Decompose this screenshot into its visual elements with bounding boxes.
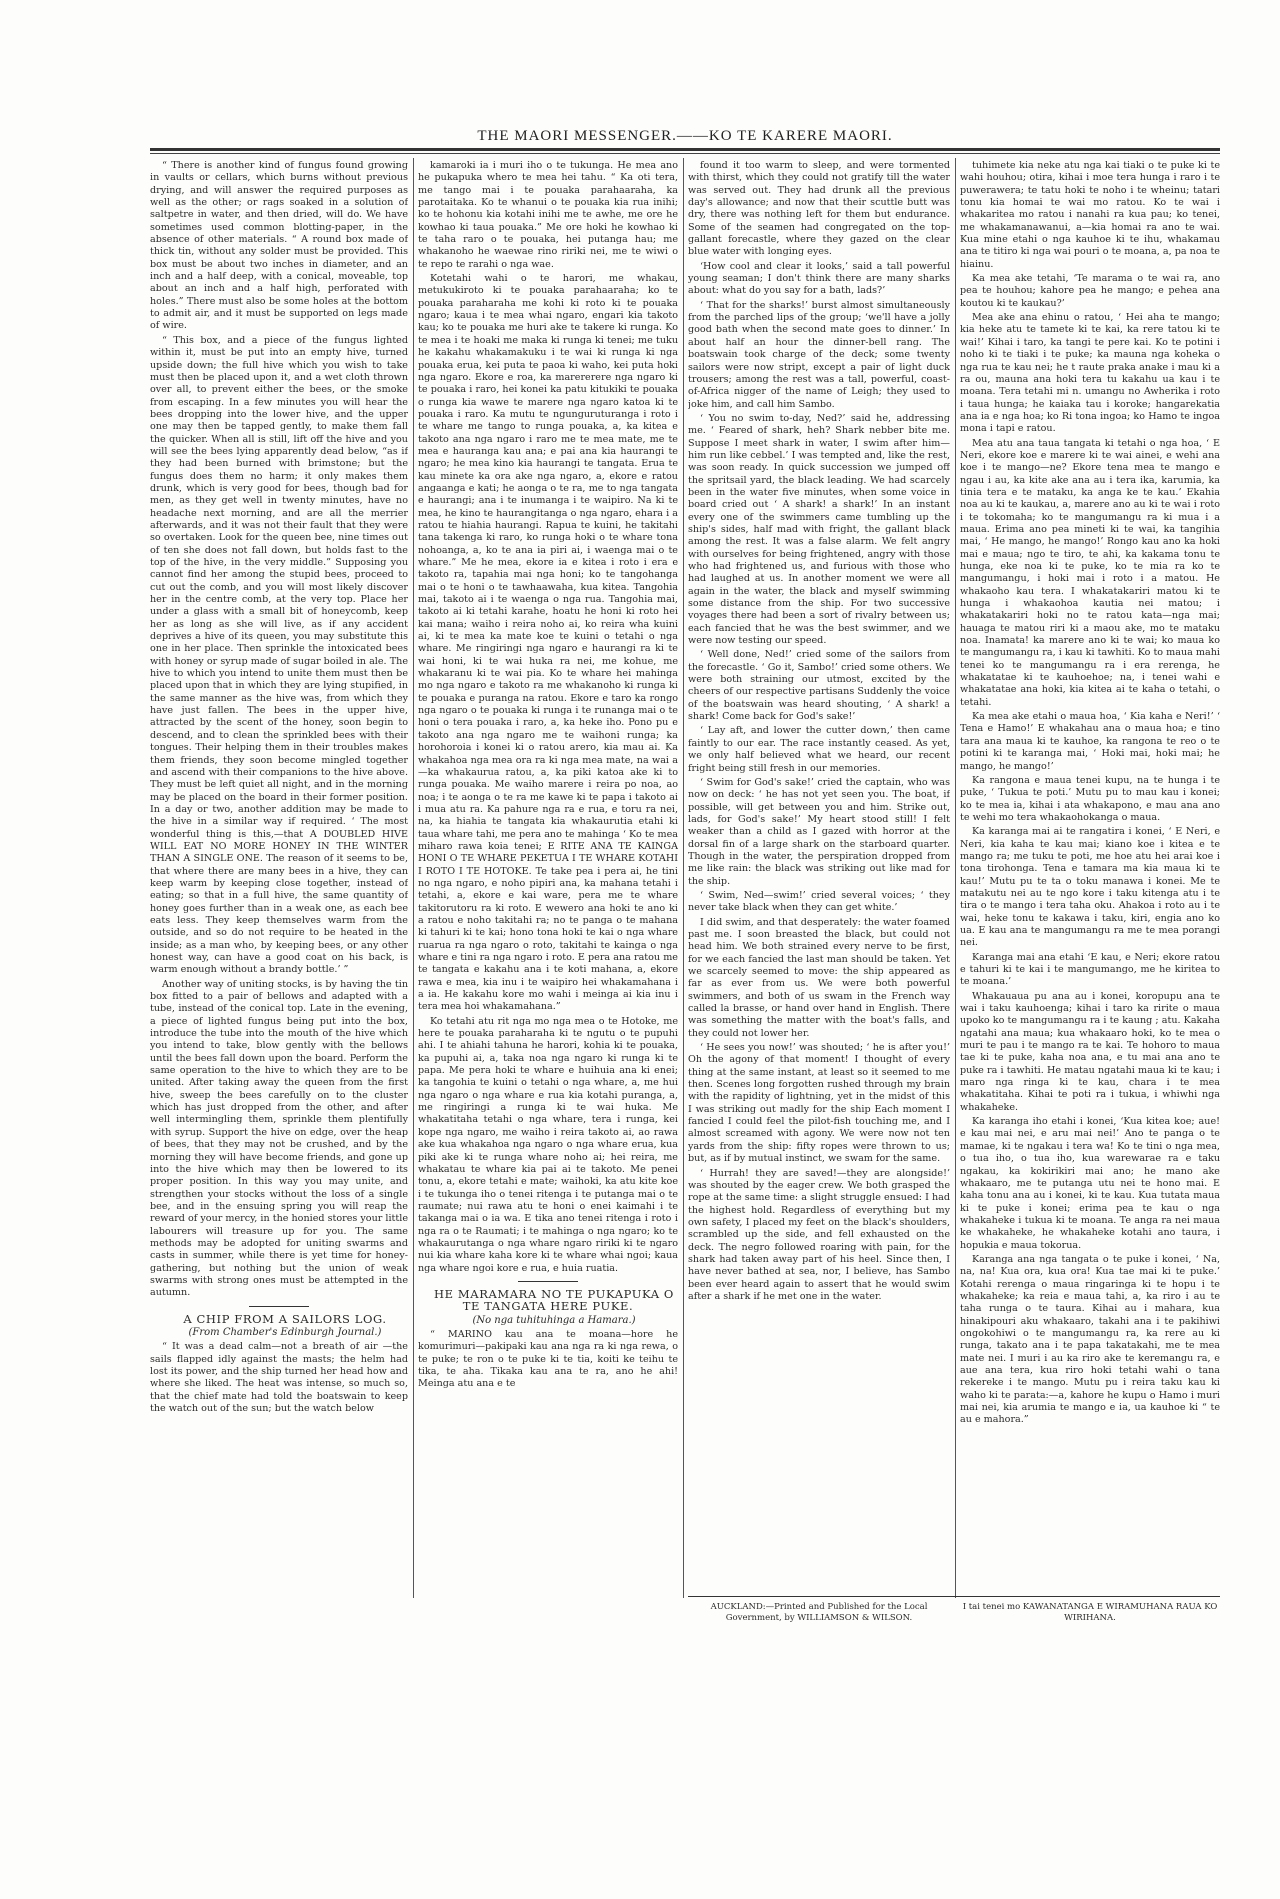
article-paragraph: ‘ Lay aft, and lower the cutter down,’ then came faintly to our ear. The race instantly ceased. As yet, we only half believed what we heard, our recent fright being still fresh in our memories. [688, 725, 950, 774]
article-paragraph: Ka karanga mai ai te rangatira i konei, ‘ E Neri, e Neri, kia kaha te kau mai; kiano koe i kitea e te mango ra; me tuku te poti, me hoe atu hei arai koe i tona tirohonga. Tena e tamara ma kia maua ki te kau!’ Mutu pu te ta o toku manawa i konei. Me te matakutu nei au te ngo kore i taku kitenga atu i te tira o te mango i tera taha oku. Ahakoa i roto au i te wai, heke tonu te kakawa i taku, kiri, engia ano ko ua. E kau ana te mangumangu ra me te mea porangi nei. [960, 826, 1220, 949]
article-paragraph: Another way of uniting stocks, is by having the tin box fitted to a pair of bellows and adapted with a tube, instead of the conical top. Late in the evening, a piece of lighted fungus being put into the box, introduce the tube into the mouth of the hive which you intend to take, blow gently with the bellows until the bees fall down upon the board. Perform the same operation to the hive to which they are to be united. After taking away the queen from the first hive, sweep the bees carefully on to the cluster which has just dropped from the other, and after well intermingling them, sprinkle them plentifully with syrup. Support the hive on edge, over the heap of bees, that they may not be crushed, and by the morning they will have become friends, and gone up into the hive which may then be lowered to its proper position. In this way you may unite, and strengthen your stocks without the loss of a single bee, and in the ensuing spring you will reap the reward of your mercy, in the honied stores your little labourers will treasure up for you. The same methods may be adopted for uniting swarms and casts in summer, while there is yet time for honey-gathering, but nothing but the union of weak swarms with strong ones must be attempted in the autumn. [150, 978, 408, 1299]
article-paragraph: ‘ You no swim to-day, Ned?’ said he, addressing me. ‘ Feared of shark, heh? Shark nebber bite me. Suppose I meet shark in water, I swim after him—him run like cebbel.’ I was tempted and, like the rest, was soon ready. In quick succession we jumped off the spritsail yard, the black leading. We had scarcely been in the water five minutes, when some voice in board cried out ‘ A shark! a shark!’ In an instant every one of the swimmers came tumbling up the ship's sides, half mad with fright, the gallant black among the rest. It was a false alarm. We felt angry with ourselves for being frightened, angry with those who had frightened us, and furious with those who had laughed at us. In another moment we were all again in the water, the black and myself swimming some distance from the ship. For two successive voyages there had been a sort of rivalry between us; each fancied that he was the best swimmer, and we were now testing our speed. [688, 412, 950, 647]
article-paragraph: Mea ake ana ehinu o ratou, ‘ Hei aha te mango; kia heke atu te tamete ki te kai, ka rere tatou ki te wai!’ Kihai i taro, ka tangi te pere kai. Ko te potini i noho ki te tiaki i te puke; ka mauna nga koheka o nga rua te kau nei; he t raute praka anake i mau ki a ra ou, mauna ana hoki tera tu kakahu ua kau i te moana. Tera tetahi mi n. umangu no Awherika i roto i taua hunga; he kaiaka tau i koroke; hangarekatia ana ia e nga hoa; ko Ri tona ingoa; ko Hamo te ingoa mona i tapi e ratou. [960, 312, 1220, 435]
column-divider [413, 158, 414, 1598]
masthead-rule [150, 148, 1220, 151]
section-rule [249, 1306, 309, 1307]
article-paragraph: ‘ Well done, Ned!’ cried some of the sailors from the forecastle. ‘ Go it, Sambo!’ cried some others. We were both straining our utmost, excited by the cheers of our respective partisans Suddenly the voice of the boatswain was heard shouting, ‘ A shark! a shark! Come back for God's sake!’ [688, 649, 950, 723]
article-paragraph: Mea atu ana taua tangata ki tetahi o nga hoa, ‘ E Neri, ekore koe e marere ki te wai ainei, e wehi ana koe i te mango—ne? Ekore tena mea te mango e ngau i au, ka kite ake ana au i tera ika, karumia, ka tinia tera e te mataku, ka anga ke te kau.’ Ekahia noa au ki te kaukau, a, marere ano au ki te wai i roto i te tokomaha; ko te mangumangu ra ki mua i a maua. Erima ano pea mineti ki te wai, ka tangihia mai, ‘ He mango, he mango!’ Rongo kau ano ka hoki mai e maua; ngo te tiro, te ahi, ka kakama tonu te hunga, eke noa ki te puke, ko te mia ra ko te mangumangu, i hoki mai i roto i a matou. He whakaoho kau tera. I whakatakariri matou ki te hunga i whakaohoa kautia nei matou; i whakatakariri hoki no te ratou kata—nga mai; hauaga te matou riri ki a maou ake, mo te mataku noa. Inamata! ka marere ano ki te wai; ko maua ko te mangumangu ra, i kau ki tawhiti. Ko to maua mahi tenei ko te mangumangu ra i era rerenga, he whakatatae ki te kauhoehoe; na, i tenei wahi e whakatatae ana hoki, kia kitea ai te kaha o tetahi, o tetahi. [960, 437, 1220, 708]
footer-rule [688, 1596, 1220, 1597]
article-paragraph: Ka mea ake tetahi, ‘Te marama o te wai ra, ano pea te houhou; kahore pea he mango; e pehea ana koutou ki te kaukau?’ [960, 273, 1220, 309]
article-source: (From Chamber's Edinburgh Journal.) [188, 1326, 382, 1338]
article-paragraph: ‘ That for the sharks!’ burst almost simultaneously from the parched lips of the group; ‘we'll have a jolly good bath when the second mate goes to dinner.’ In about half an hour the dinner-bell rang. The boatswain took charge of the deck; some twenty sailors were now stript, except a pair of light duck trousers; among the rest was a tall, powerful, coast-of-Africa nigger of the name of Leigh; they used to joke him, and call him Sambo. [688, 299, 950, 410]
section-rule [518, 1281, 578, 1282]
article-paragraph: Kotetahi wahi o te harori, me whakau, metukukiroto ki te pouaka parahaaraha; ko te pouaka paraharaha me kohi ki roto ki te pouaka ngaro; kaua i te mea whai ngaro, engari kia takoto kau; ko te pouaka me huri ake te takere ki runga. Ko te mea i te hoaki me maka ki runga ki tenei; me tuku he kakahu whakamakuku i te wai ki runga ki nga pouaka erua, kei puta te paoa ki waho, kei puta hoki nga ngaro. Ekore e roa, ka marererere nga ngaro ki te pouaka i raro, hei konei ka patu kitukiki te pouaka o runga kia wawe te marere nga ngaro katoa ki te pouaka i raro. Ka mutu te ngunguruturanga i roto i te whare me tango to runga pouaka, a, ka kitea e takoto ana nga ngaro i raro me te mea mate, me te mea e hauranga kau ana; e pai ana kia haurangi te ngaro; he mea kino kia haurangi te tangata. Erua te kau minete ka ora ake nga ngaro, a, ekore e ratou angaanga e kati; he aonga o te ra, me to nga tangata e haurangi; ana i te inumanga i te waipiro. Na ki te mea, he kino te haurangitanga o nga ngaro, ehara i a ratou te hiahia haurangi. Rapua te kuini, he takitahi tana takenga ki raro, ko runga hoki o te whare tona nohoanga, a, ko te ana ia piri ai, i waenga mai o te whare.” Me he mea, ekore ia e kitea i roto i era e takoto ra, tapahia mai nga honi; ko te tangohanga mai o te honi o te tawhaawaha, kua kitea. Tangohia mai, takoto ai i te waenga o nga rua. Tangohia mai, takoto ai ki tetahi karahe, hoatu he honi ki roto hei kai mana; waiho i reira noho ai, ko reira wha kuini ai, ki te mea ka mate koe te kuini o tetahi o nga whare. Me ringiringi nga ngaro e haurangi ra ki te wai honi, ki te wai huka ra nei, me kohue, me whakaranu ki te wai pia. Ko te whare hei mahinga mo nga ngaro e takoto ra me whakanoho ki runga ki te pouaka e puranga na ratou. Ekore e taro ka rongo nga ngaro o te pouaka ki runga i te runanga mai o te honi o tera pouaka i raro, a, ka heke iho. Pono pu e takoto ana nga ngaro me te waihoni runga; ka horohoroia i konei ki o ratou arero, kia mau ai. Ka whakahoa nga mea ora ra ki nga mea mate, na wai a—ka whakaurua ratou, a, ka piki katoa ake ki to runga pouaka. Me waiho marere i reira po noa, ao noa; i te aonga o te ra me kawe ki te papa i takoto ai i mua atu ra. Ka pahure nga ra e rua, e toru ra nei, na, ka hiahia te tangata kia whakaurutia etahi ki taua whare tahi, me pera ano te mahinga ‘ Ko te mea miharo rawa koia tenei; E RITE ANA TE KAINGA HONI O TE WHARE PEKETUA I TE WHARE KOTAHI I ROTO I TE HOTOKE. Te take pea i pera ai, he tini no nga ngaro, e noho pipiri ana, ka mahana tetahi i tetahi, a, ekore e kai ware, pera me te whare takitorutoru ra ki roto. E wewero ana hoki te ano ki a ratou e noho takitahi ra; no te panga o te mahana ki tahuri ki te kai; hono tona hoki te kai o nga whare ruarua ra nga ngaro o roto, takitahi te kainga o nga whare e tini ra nga ngaro i roto. E pera ana ratou me te tangata e kakahu ana i te koti mahana, a, ekore rawa e mea, kia inu i te waipiro hei whakamahana i a ia. He kakahu kore mo wahi i meinga ai kia inu i tera mea hoi whakamahana.” [418, 273, 678, 1013]
masthead-rule-thin [150, 153, 1220, 154]
article-paragraph: Whakauaua pu ana au i konei, koropupu ana te wai i taku kauhoenga; kihai i taro ka ririte o maua upoko ko te mangumangu ra i te kaung ; atu. Kakaha ngatahi ana maua; kua whakaaro hoki, ko te mea o muri te pau i te mango ra te kai. Te hohoro to maua tae ki te puke, kaha noa ana, e tu mai ana ano te puke ra i tawhiti. He matau ngatahi maua ki te kau; i maro nga ringa ki te kau, chara i te mea whakatitaha. Kihai te poti ra i tukua, i whiwhi nga whakaheke. [960, 990, 1220, 1113]
article-paragraph: ‘How cool and clear it looks,’ said a tall powerful young seaman; I don't think there are many sharks about: what do you say for a bath, lads?’ [688, 260, 950, 297]
article-paragraph: tuhimete kia neke atu nga kai tiaki o te puke ki te wahi houhou; otira, kihai i moe tera hunga i raro i te puwerawera; te tatu hoki te noho i te wheinu; tatari tonu kia homai te wai mo ratou. Ko te wai i whakaritea mo ratou i nanahi ra kua pau; ko tenei, me whakamanawanui, a—kia homai ra ano te wai. Kua mine etahi o nga kauhoe ki te ihu, whakamau ana te titiro ki nga wai pouri o te moana, a, pa noa te hiainu. [960, 160, 1220, 270]
article-paragraph: I did swim, and that desperately: the water foamed past me. I soon breasted the black, but could not head him. We both strained every nerve to be first, for we each fancied the last man should be taken. Yet we scarcely seemed to move: the ship appeared as far as ever from us. We were both powerful swimmers, and both of us swam in the French way called la brasse, or hand over hand in English. There was something the matter with the boat's falls, and they could not lower her. [688, 916, 950, 1039]
imprint-english: AUCKLAND:—Printed and Published for the Local Government, by WILLIAMSON & WILSON. [710, 1602, 928, 1623]
article-paragraph: Ka mea ake etahi o maua hoa, ‘ Kia kaha e Neri!’ ‘ Tena e Hamo!’ E whakahau ana o maua hoa; e tino tara ana maua ki te kauhoe, ka rangona te reo o te potini ki te karanga mai, ‘ Hoki mai, hoki mai; he mango, he mango!’ [960, 711, 1220, 772]
article-paragraph: kamaroki ia i muri iho o te tukunga. He mea ano he pukapuka whero te mea hei tahu. “ Ka oti tera, me tango mai i te pouaka parahaaraha, ka parotaitaka. Ko te whanui o te pouaka kia rua inihi; ko te hohonu kia kotahi inihi me te awhe, me ore he kowhao ki taua pouaka.” Me ore hoki he kowhao ki te taha raro o te pouaka, hei putanga hau; me whakanoho he waewae rino ririki nei, me te wiwi o te repo te rarahi o nga wae. [418, 160, 678, 270]
column-2 [418, 160, 678, 1560]
article-paragraph: Ko tetahi atu rit nga mo nga mea o te Hotoke, me here te pouaka paraharaha ki te ngutu o te pupuhi ahi. I te ahiahi tahuna he harori, kohia ki te pouaka, ka pupuhi ai, a, taka noa nga ngaro ki runga ki te papa. Me pera hoki te whare e huihuia ana ki enei; ka tangohia te kuini o tetahi o nga whare, a, me hui nga ngaro o nga whare e rua kia kotahi puranga, a, me ringiringi a runga ki te wai huka. Me whakatitaha tetahi o nga whare, tera i runga, kei kope nga ngaro, me waiho i reira takoto ai, ao rawa ake kua whakahoa nga ngaro o nga whare erua, kua piki ake ki te runga whare noho ai; hei reira, me whakatau te whare kia pai ai te takoto. Me penei tonu, a, ekore tetahi e mate; waihoki, ka atu kite koe i te tukunga iho o tenei ritenga i te putanga mai o te raumate; nui rawa atu te honi o enei kaimahi i te takanga mai o ia wa. E tika ano tenei ritenga i roto i nga ra o te Raumati; i te mahinga o nga ngaro; ko te whakaurutanga o nga whare ngaro ririki ki te ngaro nui kia whare kaha kore ki te whare whai ngoi; kaua nga whare ngoi kore e rua, e huia ruatia. [418, 1015, 678, 1274]
article-headline: A CHIP FROM A SAILORS LOG. [183, 1311, 387, 1326]
article-source: (No nga tuhituhinga a Hamara.) [472, 1314, 636, 1326]
column-3 [688, 160, 950, 1600]
imprint-maori: I tai tenei mo KAWANATANGA E WIRAMUHANA RAUA KO WIRIHANA. [962, 1602, 1218, 1623]
article-paragraph: ‘ Swim for God's sake!’ cried the captain, who was now on deck: ‘ he has not yet seen you. The boat, if possible, will get between you and him. Strike out, lads, for God's sake!’ My heart stood still! I felt weaker than a child as I gazed with horror at the dorsal fin of a large shark on the starboard quarter. Though in the water, the perspiration dropped from me like rain: the black was striking out like mad for the ship. [688, 776, 950, 887]
article-paragraph: “ This box, and a piece of the fungus lighted within it, must be put into an empty hive, turned upside down; the full hive which you wish to take must then be placed upon it, and a wet cloth thrown over all, to prevent either the bees, or the smoke from escaping. In a few minutes you will hear the bees dropping into the lower hive, and the upper one may then be tapped gently, to make them fall the quicker. When all is still, lift off the hive and you will see the bees lying apparently dead below, “as if they had been burned with brimstone; but the fungus does them no harm; it only makes them drunk, which is very good for bees, though bad for men, as they get well in twenty minutes, have no headache next morning, and are all the merrier afterwards, and it was not their fault that they were so overtaken. Look for the queen bee, nine times out of ten she does not fall down, but holds fast to the top of the hive, in the very middle.” Supposing you cannot find her among the stupid bees, proceed to cut out the comb, and you will most likely discover her in the centre comb, at the very top. Place her under a glass with a small bit of honeycomb, keep her as long as she will live, as if any accident deprives a hive of its queen, you may substitute this one in her place. Then sprinkle the intoxicated bees with honey or syrup made of sugar boiled in ale. The hive to which you intend to unite them must then be placed upon that in which they are lying stupified, in the same manner as the hive was, from which they have just fallen. The bees in the upper hive, attracted by the scent of the honey, soon begin to descend, and to clean the sprinkled bees with their tongues. Their helping them in their troubles makes them friends, they soon become mingled together and ascend with their companions to the hive above. They must be left quiet all night, and in the morning may be placed on the board in their former position. In a day or two, another addition may be made to the hive in a similar way if required. ‘ The most wonderful thing is this,—that A DOUBLED HIVE WILL EAT NO MORE HONEY IN THE WINTER THAN A SINGLE ONE. The reason of it seems to be, that where there are many bees in a hive, they can keep warm by keeping close together, instead of eating; so that in a full hive, the same quantity of honey goes further than in a weak one, as each bee eats less. They keep themselves warm from the outside, and so do not require to be heated in the inside; as a man who, by keeping bees, or any other honest way, can have a good coat on his back, is warm enough without a brandy bottle.’ ” [150, 334, 408, 976]
column-1 [150, 160, 408, 1560]
article-paragraph: ‘ Swim, Ned—swim!’ cried several voices; ‘ they never take black when they can get white.’ [688, 889, 950, 914]
article-paragraph: ‘ He sees you now!’ was shouted; ‘ he is after you!’ Oh the agony of that moment! I thought of every thing at the same instant, at least so it seemed to me then. Scenes long forgotten rushed through my brain with the rapidity of lightning, yet in the midst of this I was striking out madly for the ship Each moment I fancied I could feel the pilot-fish touching me, and I almost screamed with agony. We were now not ten yards from the ship: fifty ropes were thrown to us; but, as if by mutual instinct, we swam for the same. [688, 1042, 950, 1165]
article-paragraph: Ka rangona e maua tenei kupu, na te hunga i te puke, ‘ Tukua te poti.’ Mutu pu to mau kau i konei; ko te mea ia, kihai i ata whakapono, e mau ana ano te wehi mo tera whakaohokanga o maua. [960, 774, 1220, 823]
masthead-title: THE MAORI MESSENGER.——KO TE KARERE MAORI. [477, 128, 893, 144]
column-4 [960, 160, 1220, 1560]
column-divider [683, 158, 684, 1598]
article-paragraph: Karanga mai ana etahi ‘E kau, e Neri; ekore ratou e tahuri ki te kai i te mangumango, me he kiritea to te moana.’ [960, 951, 1220, 988]
article-paragraph: found it too warm to sleep, and were tormented with thirst, which they could not gratify till the water was served out. They had drunk all the previous day's allowance; and now that their scuttle butt was dry, there was nothing left for them but endurance. Some of the seamen had congregated on the top-gallant forecastle, where they gazed on the clear blue water with longing eyes. [688, 160, 950, 258]
article-paragraph: “ It was a dead calm—not a breath of air —the sails flapped idly against the masts; the helm had lost its power, and the ship turned her head how and where she liked. The heat was intense, so much so, that the chief mate had told the boatswain to keep the watch out of the sun; but the watch below [150, 1341, 408, 1415]
article-paragraph: ‘ Hurrah! they are saved!—they are alongside!’ was shouted by the eager crew. We both grasped the rope at the same time: a slight struggle ensued: I had the highest hold. Regardless of everything but my own safety, I placed my feet on the black's shoulders, scrambled up the side, and fell exhausted on the deck. The negro followed roaring with pain, for the shark had taken away part of his heel. Since then, I have never bathed at sea, nor, I believe, has Sambo been ever heard again to assert that he would swim after a shark if he met one in the water. [688, 1167, 950, 1302]
article-paragraph: Ka karanga iho etahi i konei, ‘Kua kitea koe; aue! e kau mai nei, e aru mai nei!’ Ano te panga o te mamae, ki te ngakau i tera wa! Ko te tini o nga mea, o tua iho, o tua iho, kua warewarae ra e taku ngakau, ka kokirikiri mai ano; he mano ake whakaaro, me te putanga utu nei te hono mai. E kaha tonu ana au i konei, ki te kau. Kua tutata maua ki te puke i konei; erima pea te kau o nga whakaheke i tukua ki te moana. Te anga ra nei maua ke whakaheke, he whakaheke kotahi ano taura, i hopukia e maua tokorua. [960, 1116, 1220, 1251]
column-divider [955, 158, 956, 1598]
article-paragraph: Karanga ana nga tangata o te puke i konei, ‘ Na, na, na! Kua ora, kua ora! Kua tae mai ki te puke.’ Kotahi rerenga o maua ringaringa ki te hopu i te whakaheke; ka reia e maua tahi, a, ka riro i au te taha runga o te taura. Kihai au i mahara, kua hinakipouri aku whakaaro, takahi ana i te pakihiwi ongokohiwi o te mangumangu ra, ka rere au ki runga, takato ana i te papa takatakahi, me te mea mate nei. I muri i au ka riro ake te keremangu ra, e aue ana tera, kua riro hoki tetahi wahi o tana rekereke i te mango. Mutu pu i reira taku kau ki waho ki te parata:—a, kahore he kupu o Hamo i muri mai nei, kia arumia te mango e ia, ua kauhoe ki “ te au e mahora.” [960, 1253, 1220, 1426]
article-paragraph: “ There is another kind of fungus found growing in vaults or cellars, which burns without previous drying, and will answer the required purposes as well as the other; or rags soaked in a solution of saltpetre in water, and then dried, will do. We have sometimes used common blotting-paper, in the absence of other materials. “ A round box made of thick tin, without any solder must be provided. This box must be about two inches in diameter, and an inch and a half deep, with a conical, moveable, top about an inch and a half high, perforated with holes.” There must also be some holes at the bottom to admit air, and it must be supported on legs made of wire. [150, 160, 408, 332]
article-paragraph: “ MARINO kau ana te moana—hore he komurimuri—pakipaki kau ana nga ra ki nga rewa, o te puke; te ron o te puke ki te tia, koiti ke teihu te tika, te aha. Tikaka kau ana te ra, ano he ahi! Meinga atu ana e te [418, 1328, 678, 1390]
article-headline: HE MARAMARA NO TE PUKAPUKA O TE TANGATA HERE PUKE. [434, 1286, 674, 1314]
